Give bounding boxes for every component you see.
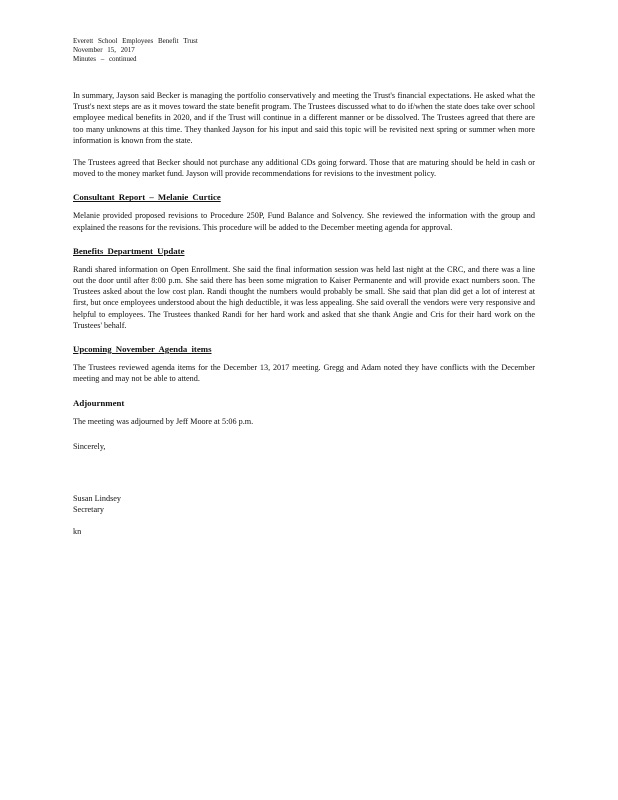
trustees-paragraph: The Trustees agreed that Becker should not purchase any additional CDs going forward. Those that are maturing should be held in cash or moved to the money market fund. Jayson will provide recommendations for revisions to the investment policy. (73, 158, 535, 179)
adjournment-heading: Adjournment (73, 398, 125, 409)
document-header (73, 37, 535, 64)
document-page (73, 37, 535, 537)
consultant-report-heading: Consultant Report – Melanie Curtice (73, 192, 221, 203)
header-subtitle: Minutes – continued (73, 55, 137, 63)
upcoming-agenda-heading: Upcoming November Agenda items (73, 344, 212, 355)
header-date: November 15, 2017 (73, 46, 135, 54)
typist-initials: kn (73, 527, 82, 537)
adjournment-body: The meeting was adjourned by Jeff Moore at 5:06 p.m. (73, 417, 254, 427)
benefits-department-heading: Benefits Department Update (73, 245, 185, 256)
header-organization: Everett School Employees Benefit Trust (73, 37, 198, 45)
summary-paragraph: In summary, Jayson said Becker is managing the portfolio conservatively and meeting the Trust's financial expectations. He asked what the Trust's next steps are as it moves toward the state benefit program. The Trustees discussed what to do if/when the state does take over school employee medical benefits in 2020, and if the Trust will continue in a different manner or be dissolved. The Trustees agreed that there are too many unknowns at this time. They thanked Jayson for his input and said this topic will be revisited next spring or summer when more information is known from the state. (73, 91, 535, 145)
upcoming-agenda-body: The Trustees reviewed agenda items for the December 13, 2017 meeting. Gregg and Adam noted they have conflicts with the December meeting and may not be able to attend. (73, 363, 535, 384)
consultant-report-body: Melanie provided proposed revisions to Procedure 250P, Fund Balance and Solvency. She reviewed the information with the group and explained the reasons for the revisions. This procedure will be added to the December meeting agenda for approval. (73, 211, 535, 232)
closing-salutation: Sincerely, (73, 441, 106, 451)
signature-title: Secretary (73, 505, 104, 515)
benefits-department-body: Randi shared information on Open Enrollment. She said the final information session was held last night at the CRC, and there was a line out the door until after 8:00 p.m. She said there has been some migration to Kaiser Permanente and will provide exact numbers soon. The Trustees asked about the low cost plan. Randi thought the numbers would probably be small. She said that plan did get a lot of interest at first, but once employees understood about the high deductible, it was less appealing. She said overall the vendors were very responsive and helpful to employees. The Trustees thanked Randi for her hard work and asked that she thank Angie and Cris for their hard work on the Trustees' behalf. (73, 264, 535, 330)
signature-name: Susan Lindsey (73, 493, 121, 503)
